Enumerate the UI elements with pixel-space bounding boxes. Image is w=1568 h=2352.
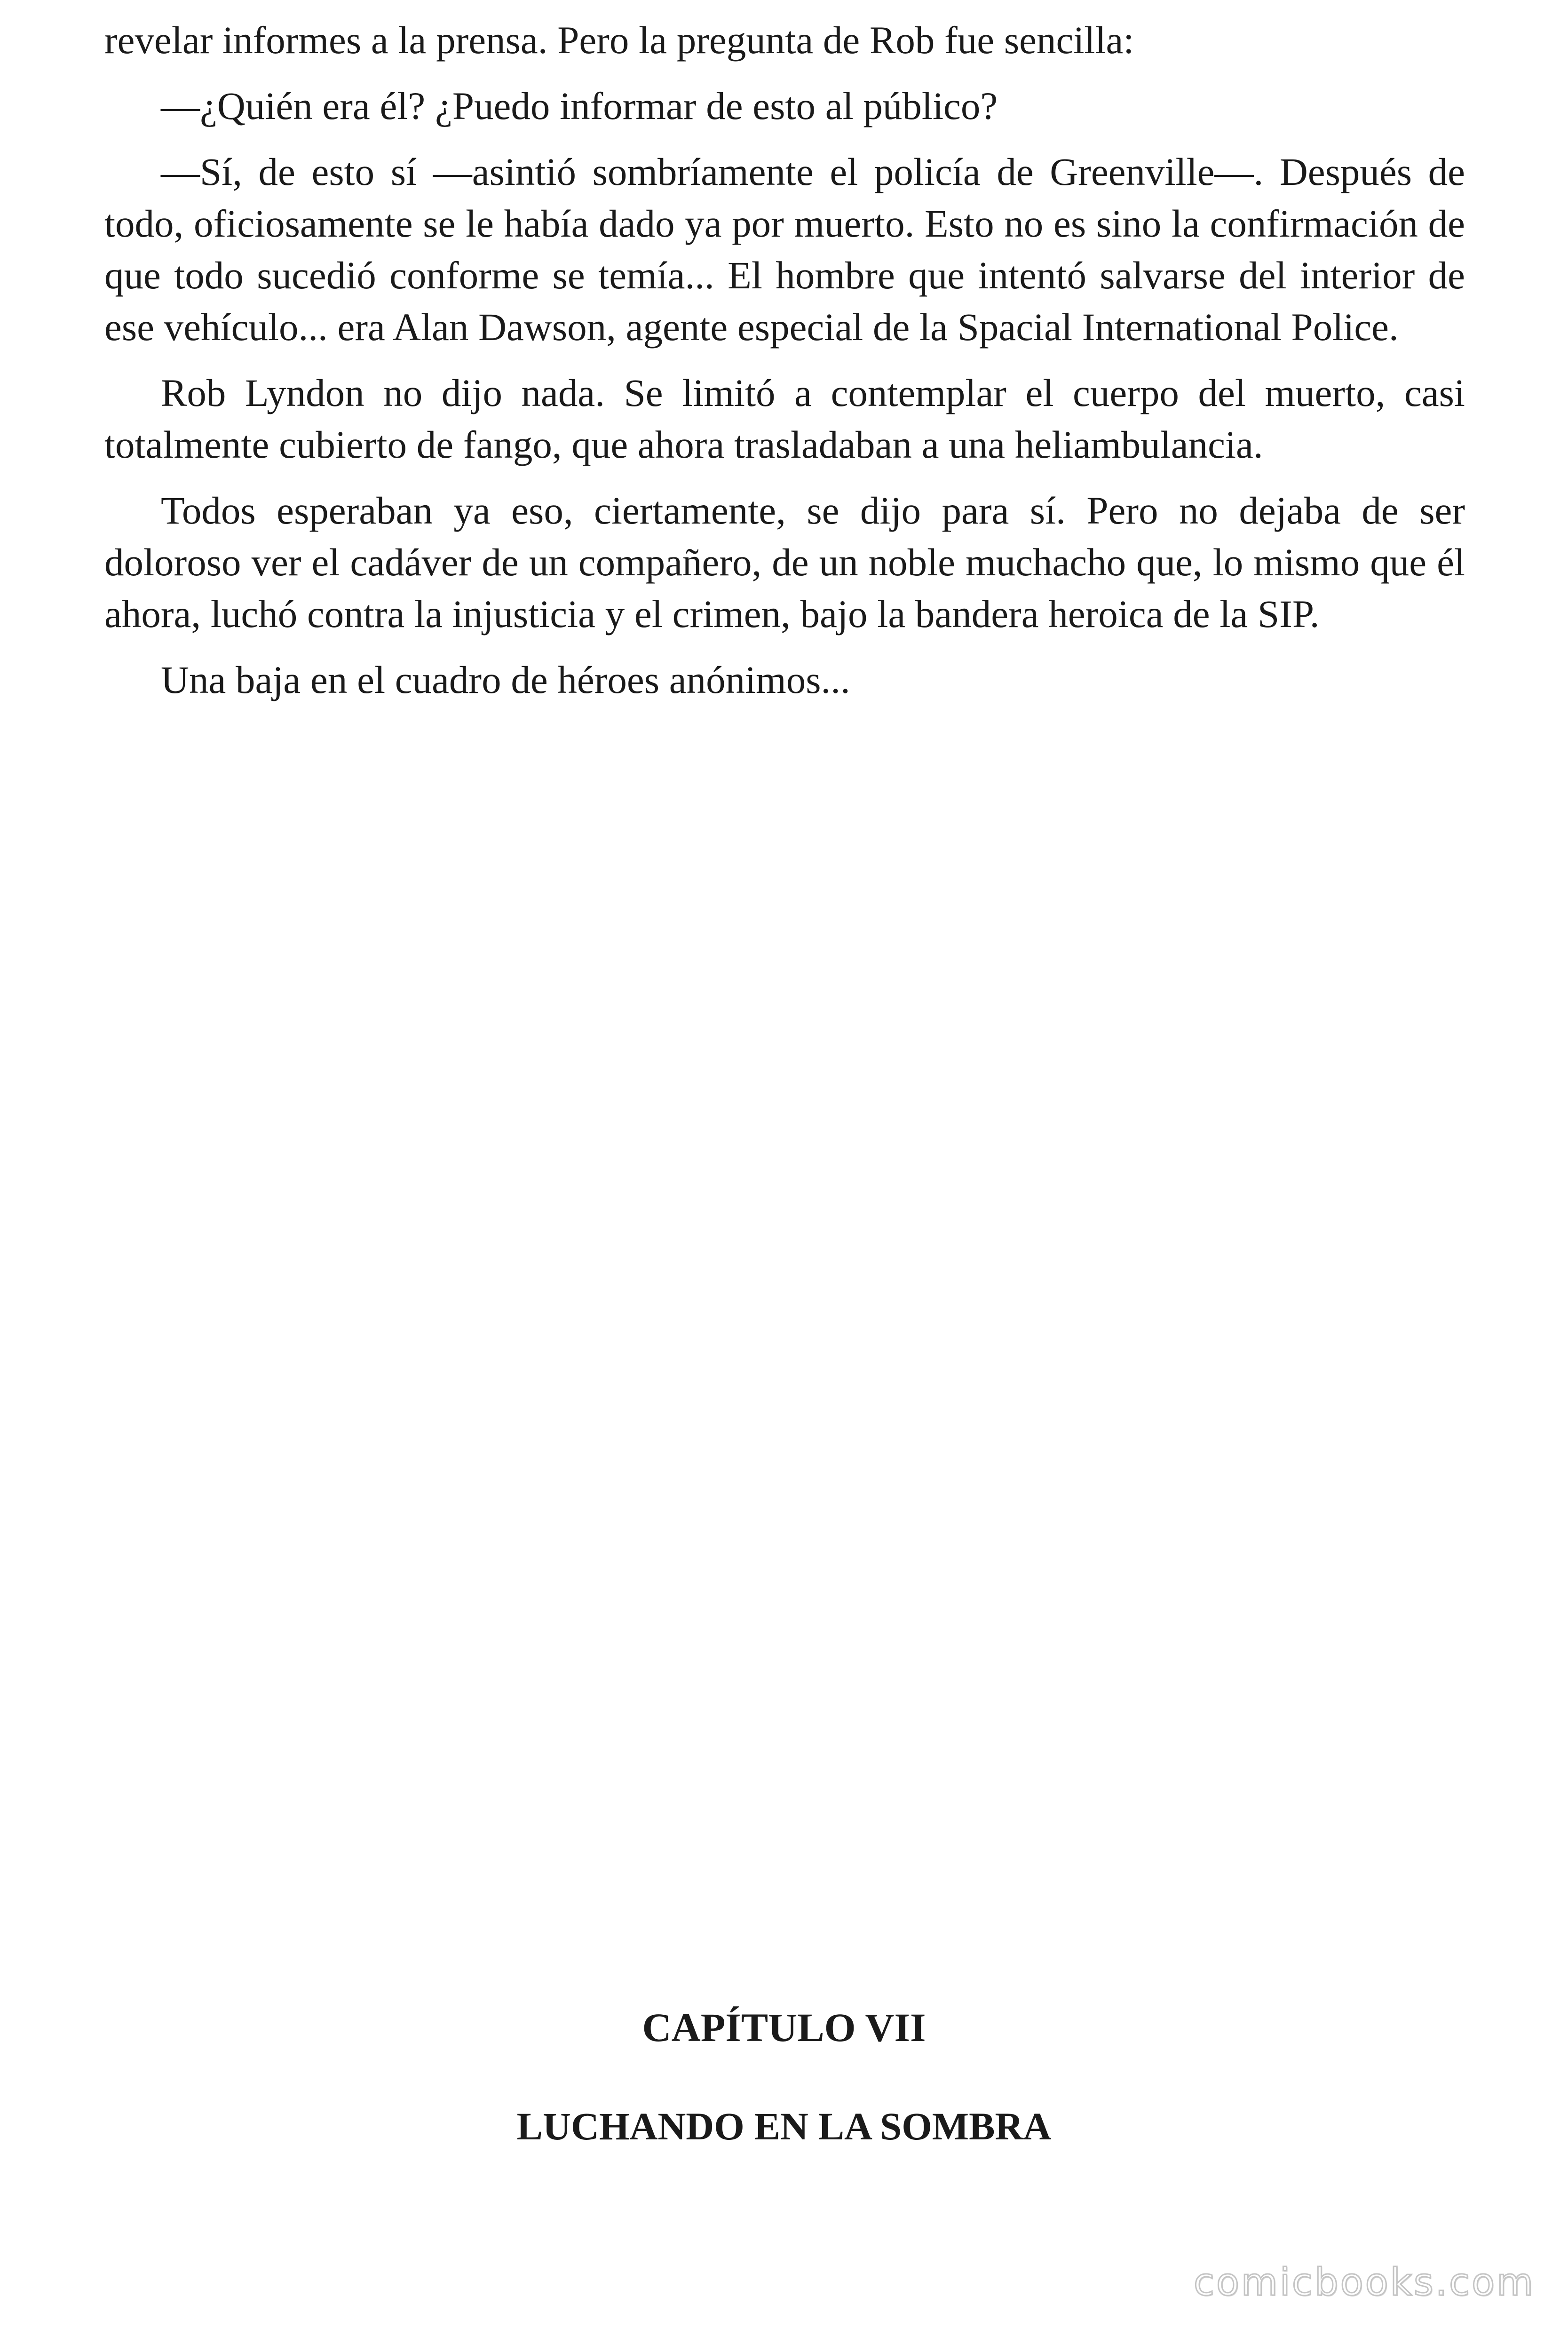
chapter-title: CAPÍTULO VII [642,2005,926,2050]
paragraph-closing: Una baja en el cuadro de héroes anónimos... [161,658,850,701]
body-text [104,14,1465,720]
watermark: comicbooks.com [1193,2260,1535,2304]
paragraph-narration: Todos esperaban ya eso, ciertamente, se dijo para sí. Pero no dejaba de ser doloroso ver el cadáver de un compañero, de un noble muchacho que, lo mismo que él ahora, luchó contra la injusticia y el crimen, bajo la bandera heroica de la SIP. [104,489,1465,636]
paragraph-dialogue-question: —¿Quién era él? ¿Puedo informar de esto al público? [161,84,998,127]
chapter-subtitle: LUCHANDO EN LA SOMBRA [516,2105,1052,2148]
paragraph-continuation: revelar informes a la prensa. Pero la pregunta de Rob fue sencilla: [104,18,1134,62]
paragraph-dialogue-answer: —Sí, de esto sí —asintió sombríamente el policía de Greenville—. Después de todo, oficiosamente se le había dado ya por muerto. Esto no es sino la confirmación de que todo sucedió conforme se temía... El hombre que intentó salvarse del interior de ese vehículo... era Alan Dawson, agente especial de la Spacial International Police. [104,150,1465,349]
paragraph-narration: Rob Lyndon no dijo nada. Se limitó a contemplar el cuerpo del muerto, casi totalmente cubierto de fango, que ahora trasladaban a una heliambulancia. [104,371,1465,466]
